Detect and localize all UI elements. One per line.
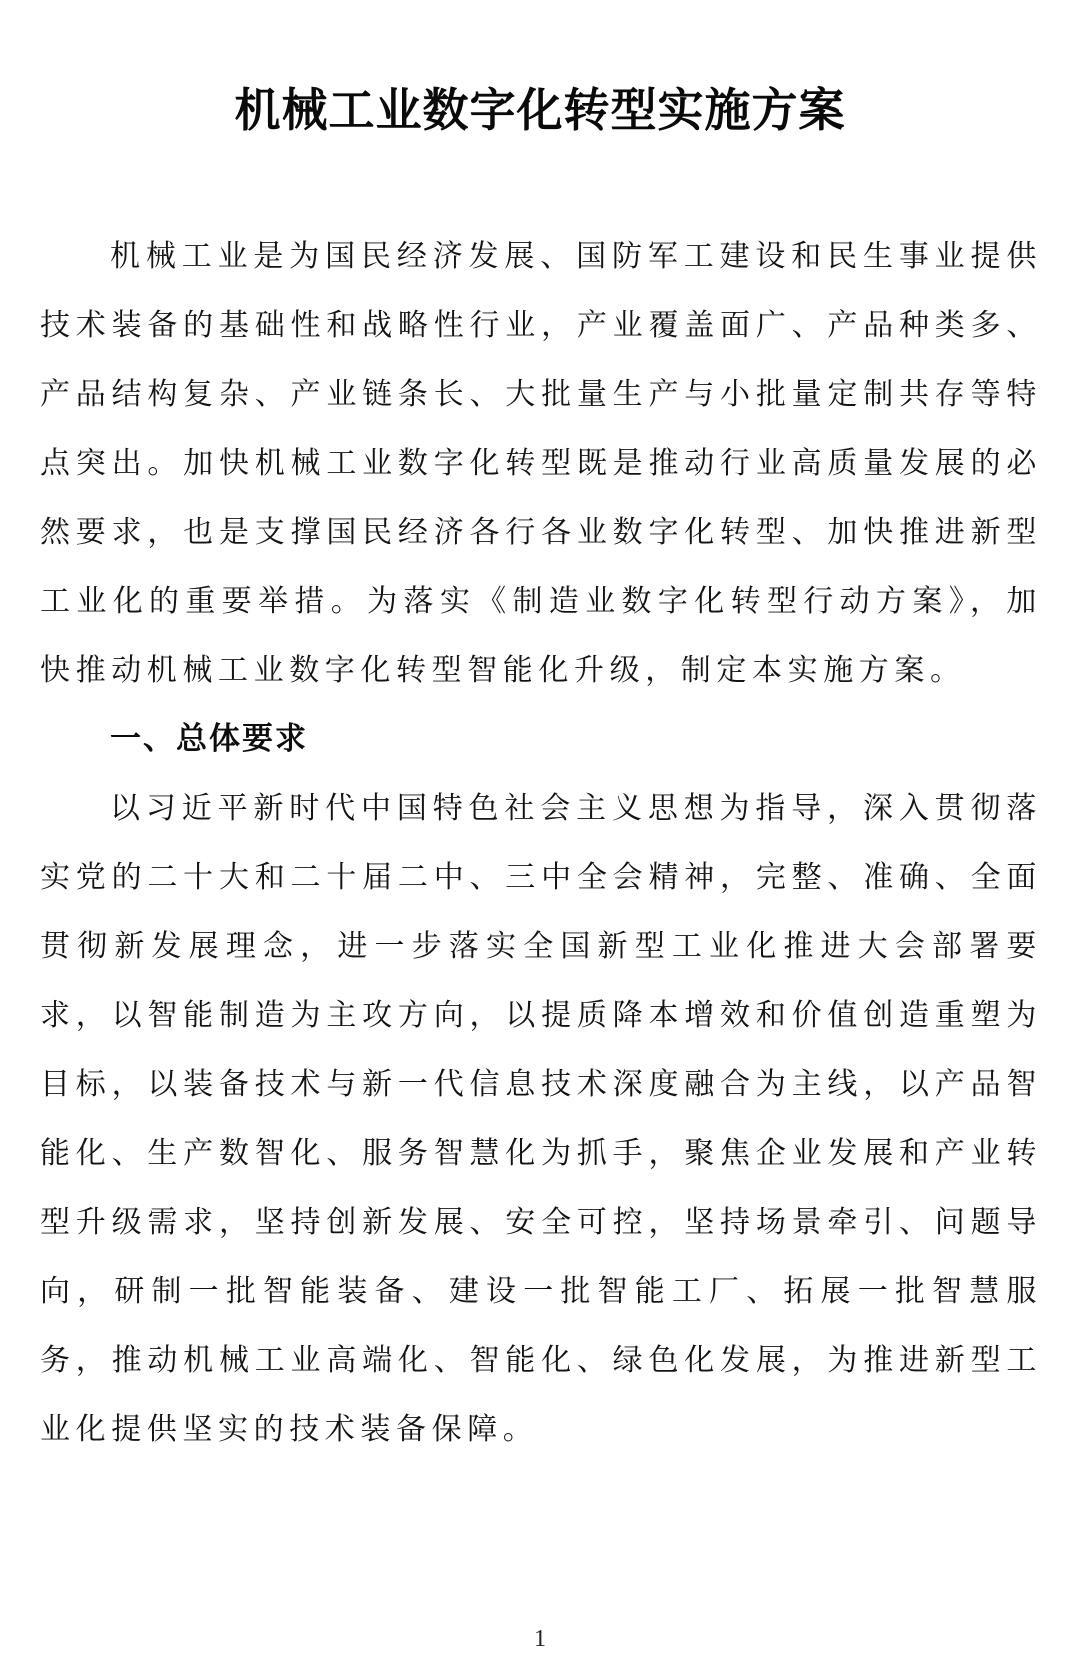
page-number: 1: [534, 1626, 546, 1652]
document-title: 机械工业数字化转型实施方案: [234, 83, 846, 137]
document-body: [40, 222, 1042, 1464]
intro-paragraph: 机械工业是为国民经济发展、国防军工建设和民生事业提供技术装备的基础性和战略性行业，产业覆盖面广、产品种类多、产品结构复杂、产业链条长、大批量生产与小批量定制共存等特点突出。加快机械工业数字化转型既是推动行业高质量发展的必然要求，也是支撑国民经济各行各业数字化转型、加快推进新型工业化的重要举措。为落实《制造业数字化转型行动方案》，加快推动机械工业数字化转型智能化升级，制定本实施方案。: [40, 239, 1042, 688]
section-paragraph-general-requirements: 以习近平新时代中国特色社会主义思想为指导，深入贯彻落实党的二十大和二十届二中、三中全会精神，完整、准确、全面贯彻新发展理念，进一步落实全国新型工业化推进大会部署要求，以智能制造为主攻方向，以提质降本增效和价值创造重塑为目标，以装备技术与新一代信息技术深度融合为主线，以产品智能化、生产数智化、服务智慧化为抓手，聚焦企业发展和产业转型升级需求，坚持创新发展、安全可控，坚持场景牵引、问题导向，研制一批智能装备、建设一批智能工厂、拓展一批智慧服务，推动机械工业高端化、智能化、绿色化发展，为推进新型工业化提供坚实的技术装备保障。: [40, 791, 1042, 1447]
section-heading-general-requirements: 一、总体要求: [110, 721, 308, 757]
